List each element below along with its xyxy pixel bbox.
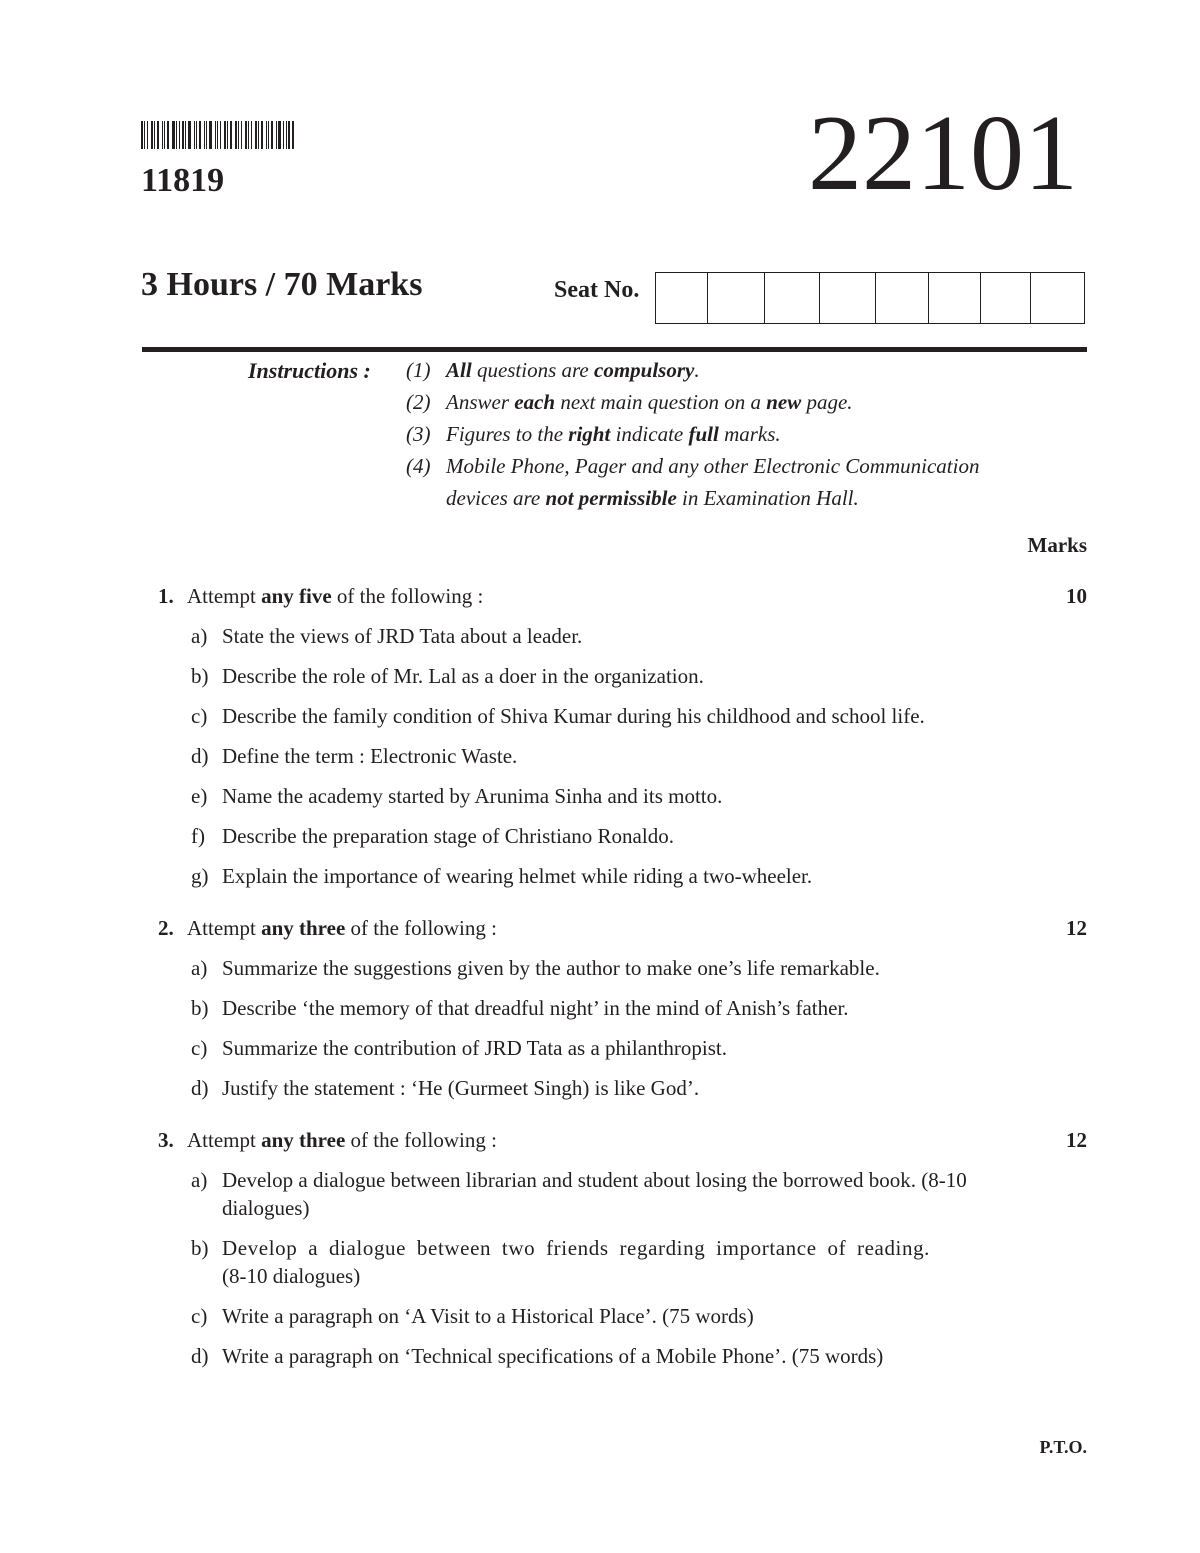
emphasis-text: not permissible bbox=[545, 486, 677, 510]
item-text: Explain the importance of wearing helmet while riding a two-wheeler. bbox=[222, 864, 813, 888]
item-letter: a) bbox=[191, 956, 208, 980]
text-run: in Examination Hall. bbox=[676, 486, 859, 510]
item-text: Develop a dialogue between librarian and student about losing the borrowed book. (8-10 bbox=[222, 1168, 967, 1192]
q2-item-b bbox=[191, 996, 849, 1021]
barcode-bar bbox=[141, 121, 143, 149]
seat-digit-box[interactable] bbox=[1031, 273, 1084, 323]
instruction-1 bbox=[406, 358, 700, 383]
text-run: Mobile Phone, Pager and any other Electronic Communication bbox=[446, 454, 980, 478]
emphasis-text: full bbox=[688, 422, 719, 446]
instruction-4-continued bbox=[446, 486, 859, 511]
text-run: Figures to the bbox=[446, 422, 569, 446]
emphasis-text: All bbox=[446, 358, 472, 382]
question-1-marks: 10 bbox=[1066, 584, 1087, 608]
barcode-bar bbox=[268, 121, 269, 149]
barcode-bar bbox=[217, 121, 218, 149]
item-letter: b) bbox=[191, 996, 209, 1020]
question-3 bbox=[158, 1128, 497, 1153]
item-text: Develop a dialogue between two friends regarding importance of reading. bbox=[222, 1236, 931, 1260]
question-2-marks: 12 bbox=[1066, 916, 1087, 940]
barcode-bar bbox=[276, 121, 277, 149]
item-text: Write a paragraph on ‘A Visit to a Historical Place’. (75 words) bbox=[222, 1304, 754, 1328]
barcode-bar bbox=[179, 121, 180, 149]
barcode-bar bbox=[220, 121, 221, 149]
item-text: Describe the family condition of Shiva Kumar during his childhood and school life. bbox=[222, 704, 925, 728]
barcode-bar bbox=[288, 121, 290, 149]
instruction-3 bbox=[406, 422, 781, 447]
barcode-bar bbox=[292, 121, 294, 149]
barcode-bar bbox=[278, 121, 281, 149]
text-run: of the following : bbox=[345, 916, 497, 940]
item-letter: e) bbox=[191, 784, 208, 808]
item-text: Summarize the contribution of JRD Tata as a philanthropist. bbox=[222, 1036, 727, 1060]
q3-item-b-continued: (8-10 dialogues) bbox=[222, 1264, 361, 1288]
header-rule bbox=[142, 347, 1087, 352]
q3-item-d bbox=[191, 1344, 883, 1369]
item-letter: c) bbox=[191, 1304, 208, 1328]
q1-item-f bbox=[191, 824, 674, 849]
paper-code: 11819 bbox=[141, 162, 225, 199]
question-number: 1. bbox=[158, 584, 174, 608]
item-letter: b) bbox=[191, 664, 209, 688]
item-text: Describe ‘the memory of that dreadful night’ in the mind of Anish’s father. bbox=[222, 996, 849, 1020]
text-run: of the following : bbox=[331, 584, 484, 608]
seat-digit-box[interactable] bbox=[981, 273, 1031, 323]
item-letter: d) bbox=[191, 1076, 209, 1100]
barcode-bar bbox=[162, 121, 163, 149]
text-run: of the following : bbox=[345, 1128, 497, 1152]
barcode bbox=[141, 121, 297, 149]
barcode-bar bbox=[261, 121, 263, 149]
barcode-bar bbox=[147, 121, 148, 149]
barcode-bar bbox=[164, 121, 165, 149]
instruction-number: (3) bbox=[406, 422, 431, 446]
seat-label: Seat No. bbox=[554, 277, 640, 303]
item-letter: c) bbox=[191, 704, 208, 728]
text-run: devices are bbox=[446, 486, 546, 510]
seat-digit-box[interactable] bbox=[708, 273, 765, 323]
q3-item-a bbox=[191, 1168, 967, 1193]
emphasis-text: each bbox=[514, 390, 556, 414]
item-text: State the views of JRD Tata about a leader. bbox=[222, 624, 583, 648]
text-run: questions are bbox=[471, 358, 594, 382]
please-turn-over: P.T.O. bbox=[1039, 1437, 1087, 1457]
text-run: next main question on a bbox=[555, 390, 767, 414]
q1-item-c bbox=[191, 704, 925, 729]
duration-marks: 3 Hours / 70 Marks bbox=[141, 266, 423, 303]
barcode-bar bbox=[266, 121, 267, 149]
item-text: Describe the role of Mr. Lal as a doer in the organization. bbox=[222, 664, 704, 688]
q3-item-c bbox=[191, 1304, 754, 1329]
item-text: Name the academy started by Arunima Sinha and its motto. bbox=[222, 784, 723, 808]
barcode-bar bbox=[245, 121, 247, 149]
barcode-bar bbox=[182, 121, 184, 149]
emphasis-text: any three bbox=[261, 916, 346, 940]
emphasis-text: right bbox=[568, 422, 611, 446]
question-2 bbox=[158, 916, 497, 941]
instruction-number: (1) bbox=[406, 358, 431, 382]
barcode-bar bbox=[167, 121, 169, 149]
item-letter: c) bbox=[191, 1036, 208, 1060]
item-letter: b) bbox=[191, 1236, 209, 1260]
barcode-bar bbox=[196, 121, 197, 149]
q1-item-e bbox=[191, 784, 722, 809]
text-run: indicate bbox=[610, 422, 689, 446]
q1-item-d bbox=[191, 744, 517, 769]
barcode-bar bbox=[204, 121, 205, 149]
instruction-number: (4) bbox=[406, 454, 431, 478]
barcode-bar bbox=[241, 121, 242, 149]
text-run: Attempt bbox=[187, 916, 262, 940]
instructions-label: Instructions : bbox=[248, 358, 371, 383]
item-text: Summarize the suggestions given by the author to make one’s life remarkable. bbox=[222, 956, 880, 980]
instruction-number: (2) bbox=[406, 390, 431, 414]
text-run: . bbox=[694, 358, 700, 382]
barcode-bar bbox=[194, 121, 195, 149]
text-run: marks. bbox=[718, 422, 781, 446]
instruction-4 bbox=[406, 454, 979, 479]
barcode-bar bbox=[271, 121, 273, 149]
emphasis-text: compulsory bbox=[594, 358, 695, 382]
item-letter: a) bbox=[191, 624, 208, 648]
barcode-bar bbox=[227, 121, 228, 149]
q2-item-a bbox=[191, 956, 880, 981]
barcode-bar bbox=[209, 121, 212, 149]
text-run: Attempt bbox=[187, 584, 262, 608]
text-run: Answer bbox=[446, 390, 515, 414]
barcode-bar bbox=[251, 121, 252, 149]
q1-item-b bbox=[191, 664, 704, 689]
barcode-bar bbox=[144, 121, 145, 149]
q1-item-g bbox=[191, 864, 812, 889]
seat-digit-box[interactable] bbox=[765, 273, 820, 323]
q2-item-d bbox=[191, 1076, 699, 1101]
barcode-bar bbox=[283, 121, 284, 149]
seat-digit-box[interactable] bbox=[820, 273, 876, 323]
text-run: Attempt bbox=[187, 1128, 262, 1152]
barcode-bar bbox=[206, 121, 208, 149]
emphasis-text: any three bbox=[261, 1128, 346, 1152]
barcode-bar bbox=[188, 121, 191, 149]
barcode-bar bbox=[176, 121, 177, 149]
q2-item-c bbox=[191, 1036, 727, 1061]
item-text: Describe the preparation stage of Christiano Ronaldo. bbox=[222, 824, 674, 848]
barcode-bar bbox=[238, 121, 239, 149]
q3-item-b bbox=[191, 1236, 930, 1261]
emphasis-text: new bbox=[766, 390, 802, 414]
barcode-bar bbox=[224, 121, 226, 149]
item-letter: d) bbox=[191, 744, 209, 768]
q1-item-a bbox=[191, 624, 582, 649]
q3-item-a-continued: dialogues) bbox=[222, 1196, 310, 1220]
barcode-bar bbox=[258, 121, 259, 149]
item-text: Write a paragraph on ‘Technical specifications of a Mobile Phone’. (75 words) bbox=[222, 1344, 884, 1368]
seat-digit-box[interactable] bbox=[929, 273, 981, 323]
question-number: 2. bbox=[158, 916, 174, 940]
question-1 bbox=[158, 584, 483, 609]
subject-code: 22101 bbox=[808, 94, 1078, 213]
barcode-bar bbox=[157, 121, 159, 149]
seat-digit-box[interactable] bbox=[656, 273, 708, 323]
instruction-2 bbox=[406, 390, 853, 415]
item-letter: g) bbox=[191, 864, 209, 888]
item-letter: f) bbox=[191, 824, 205, 848]
barcode-bar bbox=[199, 121, 201, 149]
barcode-bar bbox=[235, 121, 237, 149]
seat-number-boxes[interactable] bbox=[655, 272, 1085, 324]
barcode-bar bbox=[151, 121, 154, 149]
barcode-bar bbox=[185, 121, 186, 149]
barcode-bar bbox=[215, 121, 216, 149]
emphasis-text: any five bbox=[261, 584, 332, 608]
barcode-bar bbox=[255, 121, 258, 149]
barcode-bar bbox=[154, 121, 155, 149]
item-text: Define the term : Electronic Waste. bbox=[222, 744, 518, 768]
item-text: Justify the statement : ‘He (Gurmeet Singh) is like God’. bbox=[222, 1076, 700, 1100]
barcode-bar bbox=[248, 121, 249, 149]
item-letter: a) bbox=[191, 1168, 208, 1192]
question-number: 3. bbox=[158, 1128, 174, 1152]
text-run: page. bbox=[801, 390, 853, 414]
question-3-marks: 12 bbox=[1066, 1128, 1087, 1152]
barcode-bar bbox=[172, 121, 175, 149]
marks-column-header: Marks bbox=[1027, 533, 1087, 557]
seat-digit-box[interactable] bbox=[876, 273, 929, 323]
barcode-bar bbox=[286, 121, 287, 149]
item-letter: d) bbox=[191, 1344, 209, 1368]
barcode-bar bbox=[230, 121, 233, 149]
